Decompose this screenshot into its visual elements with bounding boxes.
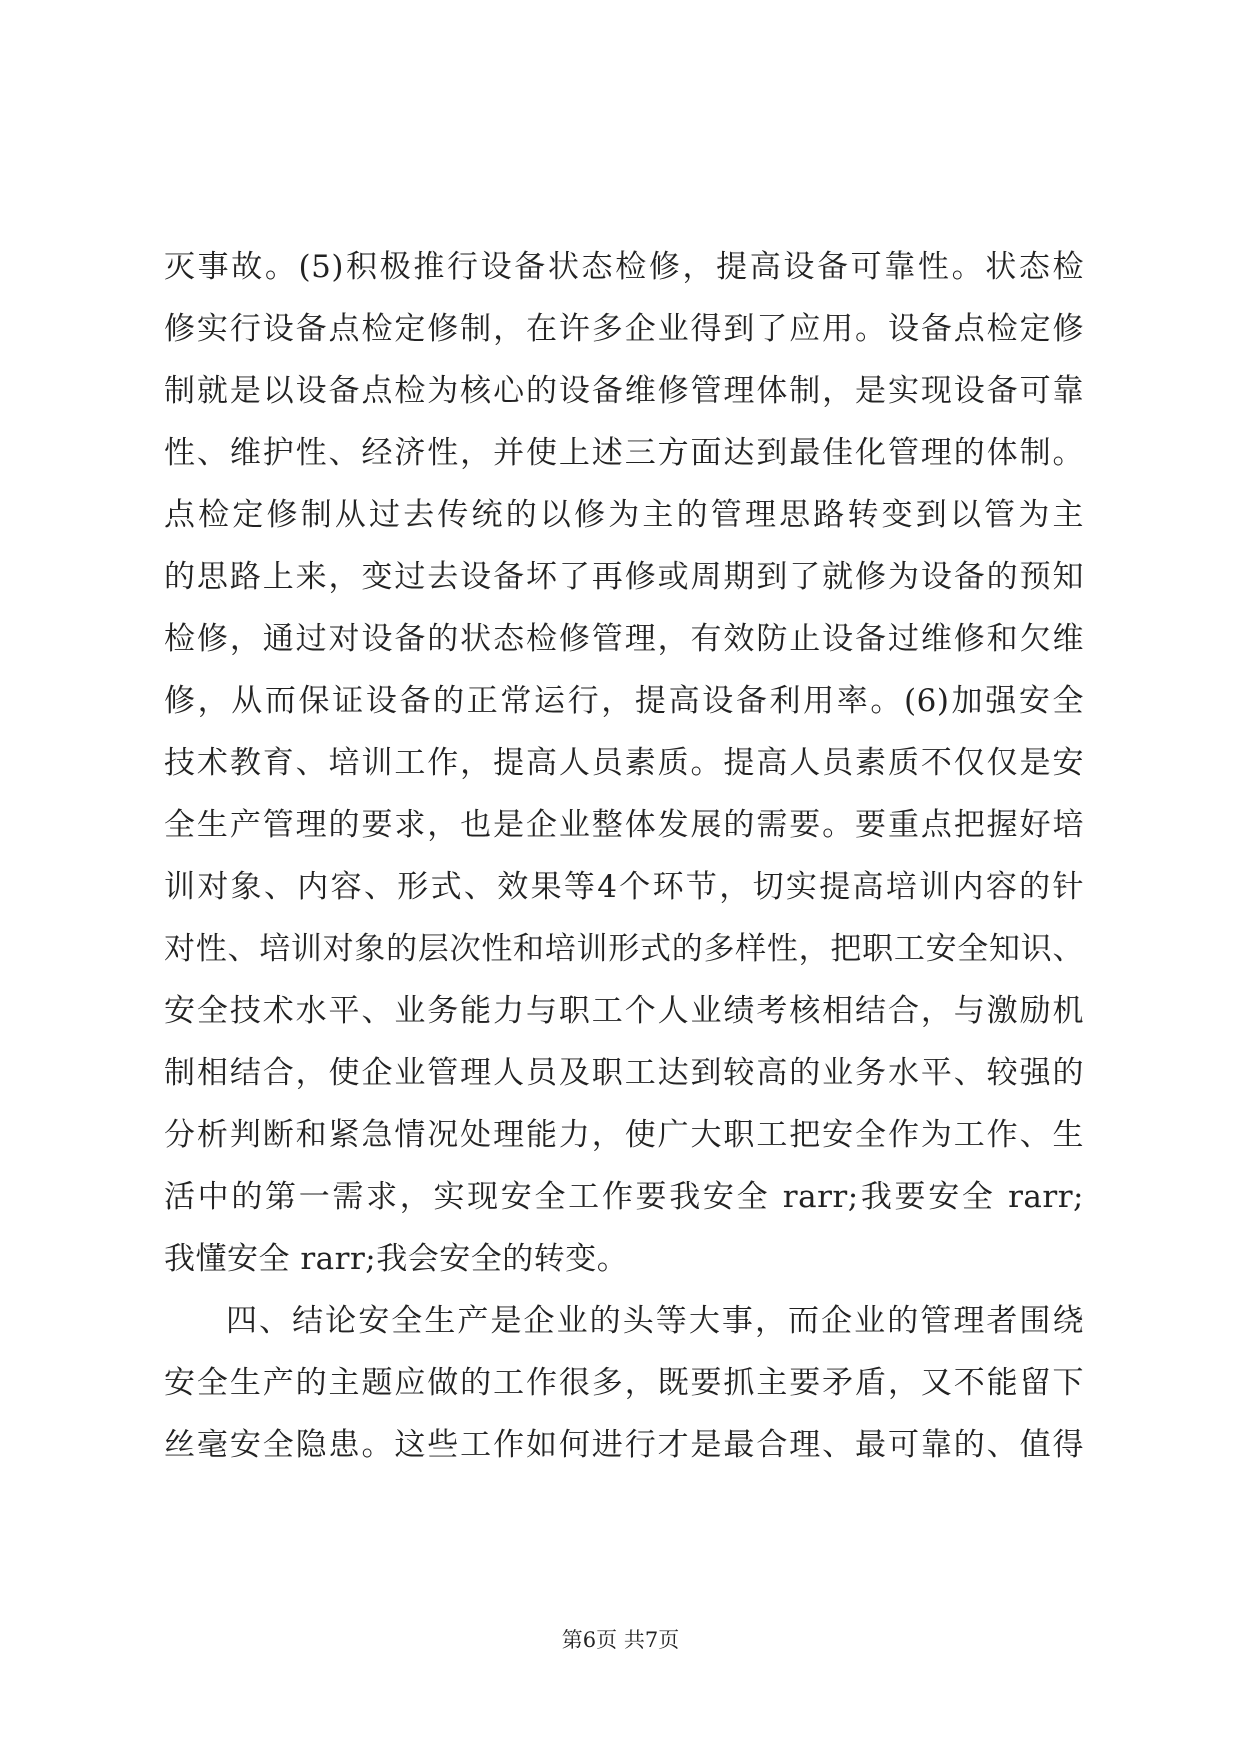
text-line: 技术教育、培训工作，提高人员素质。提高人员素质不仅仅是安 [164, 745, 1084, 781]
page-number-footer: 第6页 共7页 [561, 1628, 680, 1652]
text-line: 丝毫安全隐患。这些工作如何进行才是最合理、最可靠的、值得 [164, 1427, 1084, 1463]
body-text [164, 236, 1084, 1476]
text-line: 全生产管理的要求，也是企业整体发展的需要。要重点把握好培 [164, 807, 1084, 843]
text-line: 训对象、内容、形式、效果等4个环节，切实提高培训内容的针 [164, 869, 1084, 905]
text-line: 修实行设备点检定修制，在许多企业得到了应用。设备点检定修 [164, 311, 1084, 347]
text-line: 修，从而保证设备的正常运行，提高设备利用率。(6)加强安全 [164, 683, 1084, 719]
text-line: 制就是以设备点检为核心的设备维修管理体制，是实现设备可靠 [164, 373, 1084, 409]
text-line: 制相结合，使企业管理人员及职工达到较高的业务水平、较强的 [164, 1055, 1084, 1091]
text-line: 安全生产的主题应做的工作很多，既要抓主要矛盾，又不能留下 [164, 1365, 1084, 1401]
text-line: 安全技术水平、业务能力与职工个人业绩考核相结合，与激励机 [164, 993, 1084, 1029]
text-line: 的思路上来，变过去设备坏了再修或周期到了就修为设备的预知 [164, 559, 1084, 595]
text-line: 分析判断和紧急情况处理能力，使广大职工把安全作为工作、生 [164, 1117, 1084, 1153]
text-line: 我懂安全 rarr;我会安全的转变。 [164, 1241, 629, 1277]
text-line: 点检定修制从过去传统的以修为主的管理思路转变到以管为主 [164, 497, 1084, 533]
paragraph-start-line: 四、结论安全生产是企业的头等大事，而企业的管理者围绕 [226, 1303, 1084, 1339]
text-line: 灭事故。(5)积极推行设备状态检修，提高设备可靠性。状态检 [164, 249, 1084, 285]
text-line: 检修，通过对设备的状态检修管理，有效防止设备过维修和欠维 [164, 621, 1084, 657]
text-line: 性、维护性、经济性，并使上述三方面达到最佳化管理的体制。 [164, 435, 1084, 471]
text-line: 对性、培训对象的层次性和培训形式的多样性，把职工安全知识、 [164, 931, 1084, 967]
text-line: 活中的第一需求，实现安全工作要我安全 rarr;我要安全 rarr; [164, 1179, 1084, 1215]
